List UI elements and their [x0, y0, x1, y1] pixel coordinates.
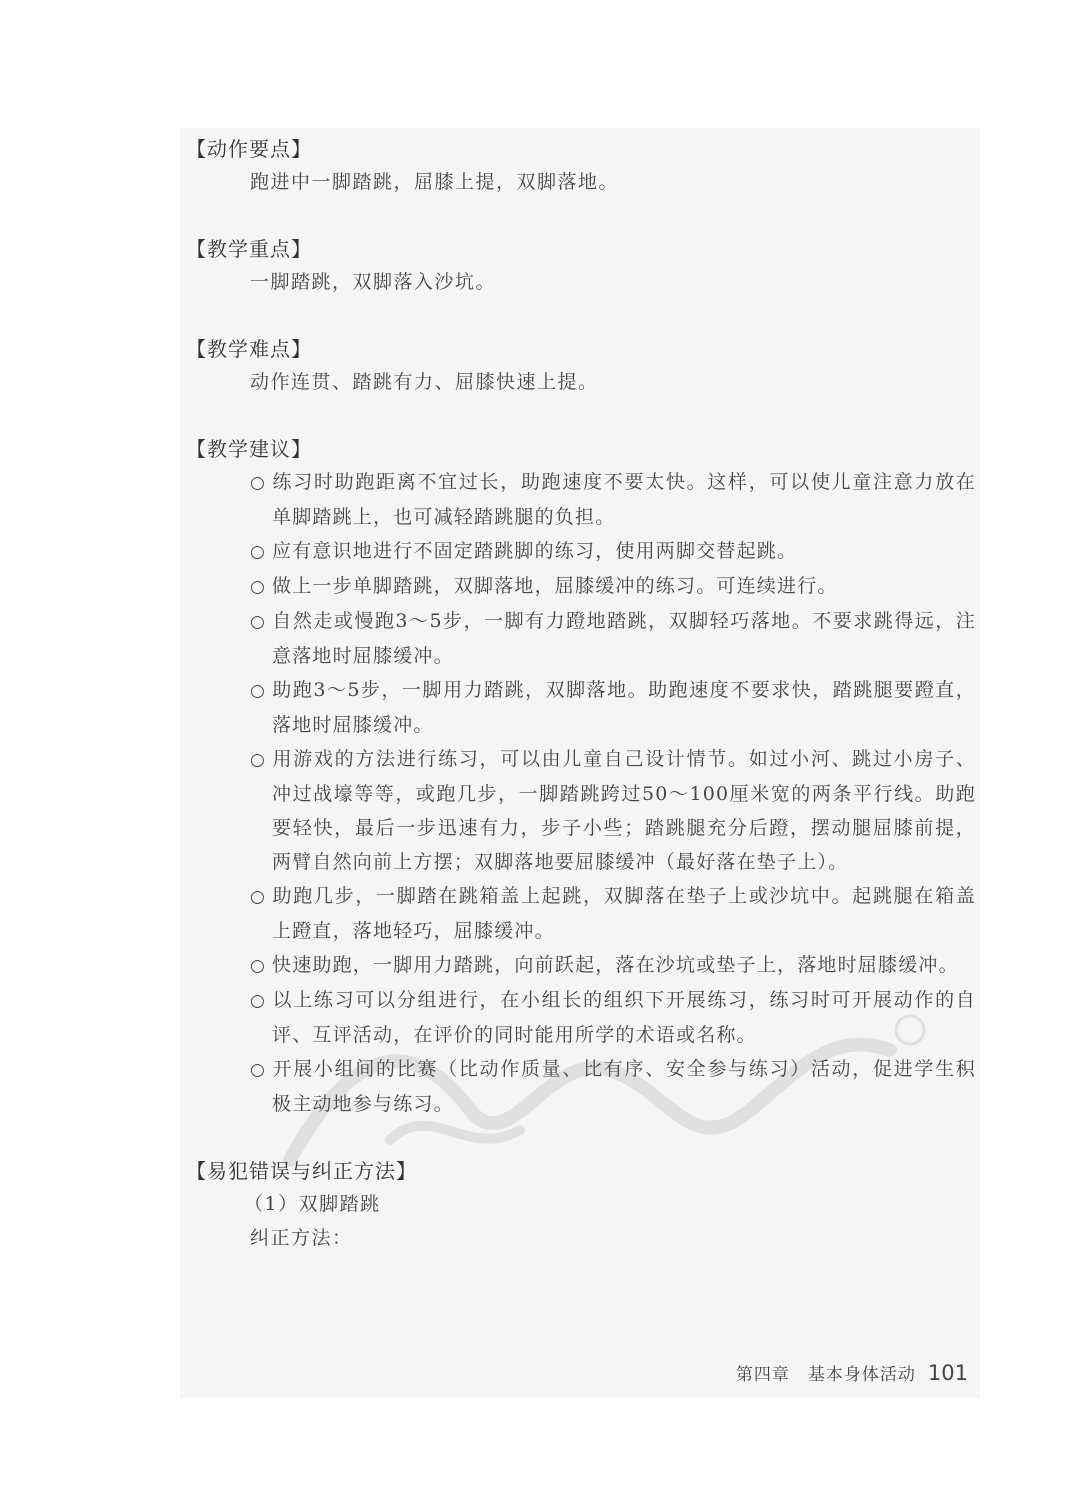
suggestion-text: 做上一步单脚踏跳，双脚落地，屈膝缓冲的练习。可连续进行。: [272, 575, 838, 597]
correction-method-label: 纠正方法：: [250, 1227, 353, 1249]
list-item: [250, 534, 976, 569]
section-common-errors: [186, 1155, 976, 1255]
list-item: [250, 742, 976, 879]
circle-bullet-icon: ○: [250, 750, 267, 770]
list-item: [250, 673, 976, 742]
list-item: [250, 983, 976, 1052]
page-content: [186, 133, 976, 1255]
section-heading: 【教学难点】: [186, 337, 312, 361]
suggestion-text: 助跑几步，一脚踏在跳箱盖上起跳，双脚落在垫子上或沙坑中。起跳腿在箱盖上蹬直，落地轻巧，屈膝缓冲。: [272, 885, 976, 942]
section-text: 动作连贯、踏跳有力、屈膝快速上提。: [250, 371, 599, 393]
section-action-points: [186, 133, 976, 199]
list-item: [250, 948, 976, 983]
suggestion-text: 以上练习可以分组进行，在小组长的组织下开展练习，练习时可开展动作的自评、互评活动，在评价的同时能用所学的术语或名称。: [272, 989, 976, 1046]
circle-bullet-icon: ○: [250, 1060, 267, 1080]
suggestion-text: 开展小组间的比赛（比动作质量、比有序、安全参与练习）活动，促进学生积极主动地参与练习。: [272, 1058, 976, 1115]
section-heading: 【教学建议】: [186, 437, 312, 461]
circle-bullet-icon: ○: [250, 542, 267, 562]
suggestion-text: 用游戏的方法进行练习，可以由儿童自己设计情节。如过小河、跳过小房子、冲过战壕等等，或跑几步，一脚踏跳跨过50～100厘米宽的两条平行线。助跑要轻快，最后一步迅速有力，步子小些；踏跳腿充分后蹬，摆动腿屈膝前提，两臂自然向前上方摆；双脚落地要屈膝缓冲（最好落在垫子上）。: [272, 748, 976, 873]
section-teaching-suggestions: [186, 433, 976, 1121]
list-item: [250, 879, 976, 948]
circle-bullet-icon: ○: [250, 577, 267, 597]
suggestion-list: [186, 465, 976, 1121]
suggestion-text: 快速助跑，一脚用力踏跳，向前跃起，落在沙坑或垫子上，落地时屈膝缓冲。: [272, 954, 959, 976]
suggestion-text: 自然走或慢跑3～5步，一脚有力蹬地踏跳，双脚轻巧落地。不要求跳得远，注意落地时屈膝缓冲。: [272, 610, 976, 667]
section-heading: 【易犯错误与纠正方法】: [186, 1159, 417, 1183]
circle-bullet-icon: ○: [250, 681, 267, 701]
error-item: （1）双脚踏跳: [244, 1193, 381, 1215]
list-item: [250, 604, 976, 673]
page-number: 101: [927, 1361, 968, 1385]
circle-bullet-icon: ○: [250, 887, 267, 907]
section-text: 跑进中一脚踏跳，屈膝上提，双脚落地。: [250, 171, 620, 193]
section-teaching-difficulty: [186, 333, 976, 399]
list-item: [250, 1052, 976, 1121]
section-text: 一脚踏跳，双脚落入沙坑。: [250, 271, 497, 293]
list-item: [250, 465, 976, 534]
page-footer: [736, 1360, 968, 1385]
list-item: [250, 569, 976, 604]
section-heading: 【动作要点】: [186, 137, 312, 161]
chapter-title: 第四章 基本身体活动: [735, 1365, 916, 1385]
circle-bullet-icon: ○: [250, 956, 267, 976]
suggestion-text: 应有意识地进行不固定踏跳脚的练习，使用两脚交替起跳。: [272, 540, 798, 562]
circle-bullet-icon: ○: [250, 991, 267, 1011]
section-heading: 【教学重点】: [186, 237, 312, 261]
section-teaching-focus: [186, 233, 976, 299]
circle-bullet-icon: ○: [250, 473, 267, 493]
suggestion-text: 助跑3～5步，一脚用力踏跳，双脚落地。助跑速度不要求快，踏跳腿要蹬直，落地时屈膝缓冲。: [272, 679, 976, 736]
suggestion-text: 练习时助跑距离不宜过长，助跑速度不要太快。这样，可以使儿童注意力放在单脚踏跳上，也可减轻踏跳腿的负担。: [272, 471, 976, 528]
circle-bullet-icon: ○: [250, 612, 267, 632]
